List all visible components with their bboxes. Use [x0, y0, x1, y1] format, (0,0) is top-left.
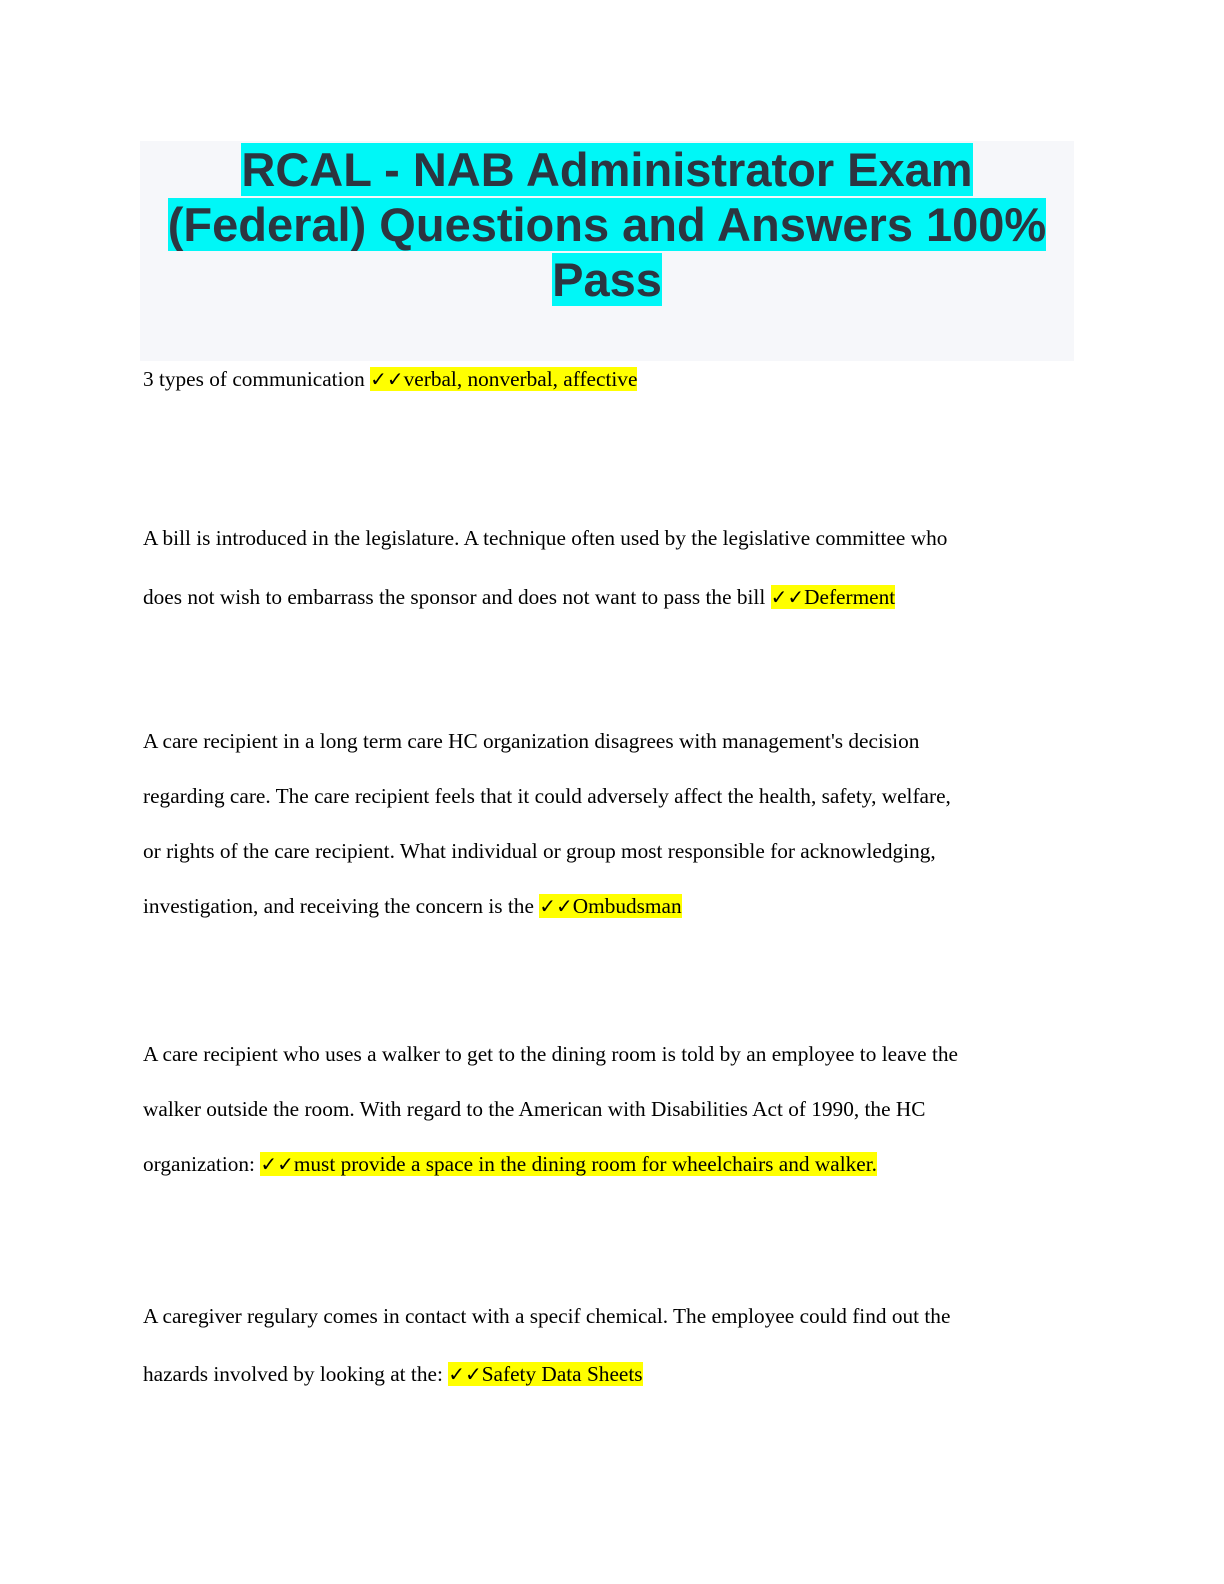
answer-highlight	[260, 1152, 877, 1176]
answer-text: Deferment	[804, 585, 896, 609]
answer-text: verbal, nonverbal, affective	[403, 367, 638, 391]
question-line	[143, 568, 1073, 627]
question-line: regarding care. The care recipient feels that it could adversely affect the health, safety, welfare,	[143, 784, 951, 808]
document-title	[140, 141, 1074, 307]
answer-highlight	[448, 1362, 642, 1386]
title-block	[140, 141, 1074, 361]
question-line: A caregiver regulary comes in contact with a specif chemical. The employee could find out the	[143, 1304, 951, 1328]
question-text: hazards involved by looking at the:	[143, 1362, 449, 1386]
answer-text: Safety Data Sheets	[481, 1362, 643, 1386]
question-text: investigation, and receiving the concern is the	[143, 894, 540, 918]
question-line: walker outside the room. With regard to the American with Disabilities Act of 1990, the HC	[143, 1097, 926, 1121]
qa-item-3	[143, 714, 1073, 937]
answer-highlight	[539, 894, 681, 918]
qa-item-4	[143, 1027, 1073, 1195]
title-line-1: RCAL - NAB Administrator Exam	[241, 143, 973, 196]
question-line: A care recipient in a long term care HC organization disagrees with management's decision	[143, 729, 920, 753]
qa-item-5	[143, 1287, 1073, 1403]
double-check-icon: ✓✓	[770, 585, 805, 609]
answer-highlight	[370, 367, 637, 391]
qa-item-1	[143, 364, 1073, 394]
question-line: A care recipient who uses a walker to get to the dining room is told by an employee to leave the	[143, 1042, 958, 1066]
title-line-2: (Federal) Questions and Answers 100%	[167, 198, 1047, 251]
question-line: or rights of the care recipient. What individual or group most responsible for acknowledging,	[143, 839, 936, 863]
qa-item-2	[143, 509, 1073, 627]
question-text: does not wish to embarrass the sponsor and does not want to pass the bill	[143, 585, 771, 609]
double-check-icon: ✓✓	[370, 367, 404, 391]
title-line-3: Pass	[552, 253, 662, 306]
question-text: 3 types of communication	[143, 367, 371, 391]
double-check-icon: ✓✓	[260, 1152, 294, 1176]
answer-text: Ombudsman	[572, 894, 682, 918]
double-check-icon: ✓✓	[539, 894, 573, 918]
question-line	[143, 1134, 1073, 1195]
question-line	[143, 1345, 1073, 1403]
question-line	[143, 364, 1073, 394]
question-line	[143, 876, 1073, 937]
question-line: A bill is introduced in the legislature. A technique often used by the legislative committee who	[143, 526, 948, 550]
answer-highlight	[771, 585, 896, 609]
answer-text: must provide a space in the dining room for wheelchairs and walker.	[293, 1152, 877, 1176]
question-text: organization:	[143, 1152, 261, 1176]
double-check-icon: ✓✓	[448, 1362, 482, 1386]
